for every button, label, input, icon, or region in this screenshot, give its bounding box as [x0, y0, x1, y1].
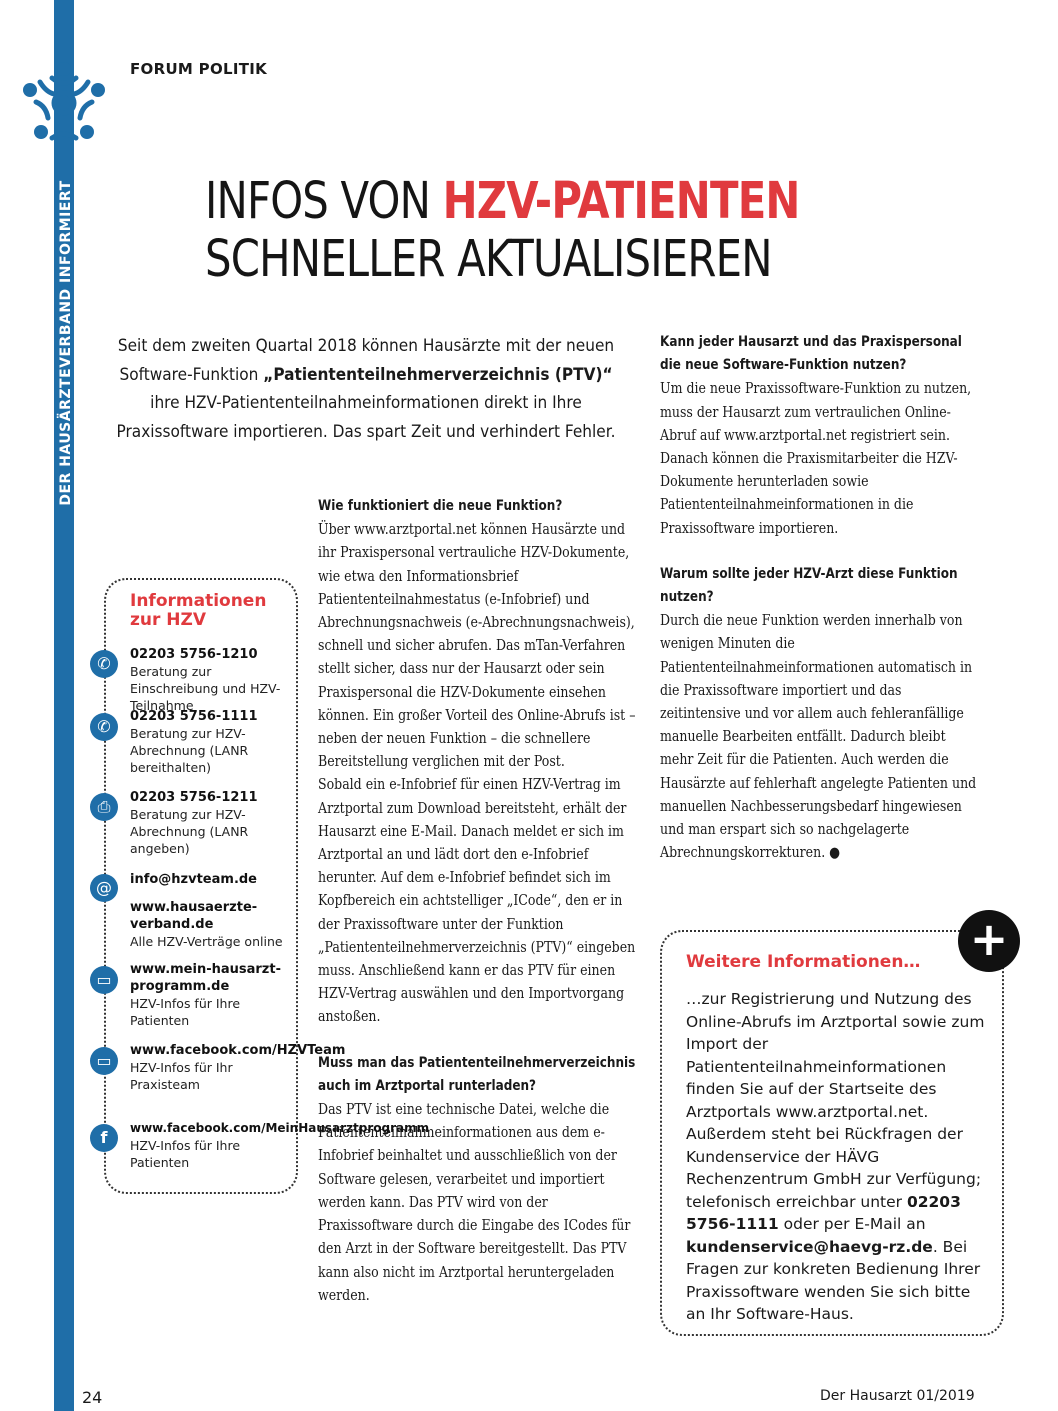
article-column-right — [660, 331, 980, 864]
info-item-text: Beratung zur HZV-Abrechnung (LANR angeben) — [130, 807, 249, 856]
info-item-fax[interactable]: 02203 5756-1211 — [130, 790, 258, 805]
at-icon: @ — [90, 874, 118, 902]
info-item-link[interactable]: www.mein-hausarzt-programm.de — [130, 962, 281, 994]
lead-paragraph — [115, 332, 617, 446]
headline-plain: INFOS VON — [205, 172, 443, 231]
more-text-1: …zur Registrierung und Nutzung des Online-Abrufs im Arztportal sowie zum Import der Patiententeilnahmeinformationen finden Sie auf der Startseite des Arztportals www.arztportal.net. Außerdem steht bei Rückfragen der Kundenservice der HÄVG Rechenzentrum GmbH zur Verfügung; telefonisch erreichbar unter — [686, 990, 985, 1211]
info-item — [130, 899, 300, 950]
more-info-text — [686, 988, 986, 1326]
info-item — [130, 1042, 346, 1093]
monitor-icon: ▭ — [90, 966, 118, 994]
info-item — [130, 646, 300, 714]
question-heading: Wie funktioniert die neue Funktion? — [318, 498, 563, 514]
info-item — [130, 871, 300, 888]
more-text-3: . Bei Fragen zur konkreten Bedienung Ihrer Praxissoftware wenden Sie sich bitte an Ihr Software-Haus. — [686, 1237, 981, 1323]
info-box-title — [130, 592, 266, 630]
info-item-phone[interactable]: 02203 5756-1210 — [130, 647, 258, 662]
hausaerzteverband-logo — [16, 60, 112, 146]
facebook-icon: f — [90, 1124, 118, 1152]
info-item-text: Beratung zur Einschreibung und HZV-Teilnahme — [130, 664, 281, 713]
lead-bold: „Patiententeilnehmerverzeichnis (PTV)“ — [263, 364, 613, 384]
question-heading: Muss man das Patiententeilnehmerverzeichnis auch im Arztportal runterladen? — [318, 1054, 636, 1094]
body-paragraph: Sobald ein e-Infobrief für einen HZV-Vertrag im Arztportal zum Download bereitsteht, erhält der Hausarzt eine E-Mail. Danach meldet er sich im Arztportal an und lädt dort den e-Infobrief herunter. Auf dem e-Infobrief befindet sich im Kopfbereich ein achtstelliger „ICode“, den er in der Praxissoftware unter der Funktion „Patiententeilnehmerverzeichnis (PTV)“ eingeben muss. Anschließend kann er das PTV für einen HZV-Vertrag auswählen und den Importvorgang anstoßen. — [318, 776, 636, 1026]
info-item — [130, 1120, 430, 1171]
info-item-link[interactable]: www.hausaerzte-verband.de — [130, 900, 258, 932]
fax-icon: ⎙ — [90, 793, 118, 821]
more-phone[interactable]: 02203 5756-1111 — [686, 1192, 961, 1233]
info-item-phone[interactable]: 02203 5756-1111 — [130, 709, 258, 724]
body-paragraph: Das PTV ist eine technische Datei, welche die Patiententeilnahmeinformationen aus dem e-Infobrief beinhaltet und ausschließlich von der Software gelesen, verarbeitet und importiert werden kann. Das PTV wird von der Praxissoftware durch die Eingabe des ICodes für den Arzt in der Software bereitgestellt. Das PTV kann also nicht im Arztportal heruntergeladen werden. — [318, 1101, 631, 1304]
info-box-title-line1: Informationen — [130, 591, 267, 611]
info-item — [130, 961, 300, 1029]
info-item-link[interactable]: www.facebook.com/HZVTeam — [130, 1043, 346, 1058]
publication-footer: Der Hausarzt 01/2019 — [820, 1388, 975, 1404]
spacer — [318, 1029, 638, 1052]
article-column-middle — [318, 495, 638, 1307]
body-paragraph: Über www.arztportal.net können Hausärzte und ihr Praxispersonal vertrauliche HZV-Dokumente, wie etwa den Informationsbrief Patiententeilnahmestatus (e-Infobrief) und Abrechnungsnachweis (e-Abrechnungsnachweis), schnell und sicher abrufen. Das mTan-Verfahren stellt sicher, dass nur der Hausarzt oder sein Praxispersonal die HZV-Dokumente einsehen können. Ein großer Vorteil des Online-Abrufs ist – neben der neuen Funktion – die schnellere Bereitstellung verglichen mit der Post. — [318, 521, 636, 771]
body-paragraph: Um die neue Praxissoftware-Funktion zu nutzen, muss der Hausarzt zum vertraulichen Online-Abruf auf www.arztportal.net registriert sein. Danach können die Praxismitarbeiter die HZV-Dokumente herunterladen sowie Patiententeilnahmeinformationen in die Praxissoftware importieren. — [660, 380, 972, 537]
page-number: 24 — [82, 1388, 103, 1407]
plus-icon: + — [958, 910, 1020, 972]
headline-line-2: SCHNELLER AKTUALISIEREN — [205, 230, 772, 289]
info-item-text: HZV-Infos für Ihr Praxisteam — [130, 1060, 233, 1092]
more-info-title: Weitere Informationen… — [686, 952, 921, 972]
phone-icon: ✆ — [90, 650, 118, 678]
body-paragraph: Durch die neue Funktion werden innerhalb von wenigen Minuten die Patiententeilnahmeinformationen automatisch in die Praxissoftware importiert und das zeitintensive und vor allem auch fehleranfällige manuelle Bearbeiten entfällt. Dadurch bleibt mehr Zeit für die Patienten. Auch werden die Hausärzte auf fehlerhaft angelegte Patienten und manuellen Nachbesserungsbedarf hingewiesen und man erspart sich so nachgelagerte Abrechnungskorrekturen. ● — [660, 612, 977, 862]
headline-line-1 — [205, 174, 800, 230]
info-item — [130, 789, 300, 857]
headline-accent: HZV-PATIENTEN — [442, 172, 800, 231]
info-item-text: Alle HZV-Verträge online — [130, 934, 283, 949]
lead-text-2: ihre HZV-Patiententeilnahmeinformationen direkt in Ihre Praxissoftware importieren. Das spart Zeit und verhindert Fehler. — [116, 393, 616, 441]
info-item-link[interactable]: www.facebook.com/MeinHausarztprogramm — [130, 1121, 430, 1135]
lead-text-1: Seit dem zweiten Quartal 2018 können Hausärzte mit der neuen Software-Funktion — [117, 336, 615, 384]
monitor-icon: ▭ — [90, 1047, 118, 1075]
question-heading: Kann jeder Hausarzt und das Praxispersonal die neue Software-Funktion nutzen? — [660, 334, 962, 374]
more-text-2: oder per E-Mail an — [778, 1215, 926, 1233]
info-item-text: HZV-Infos für Ihre Patienten — [130, 996, 241, 1028]
section-label: FORUM POLITIK — [130, 60, 268, 78]
sidebar-vertical-text: DER HAUSÄRZTEVERBAND INFORMIERT — [58, 180, 74, 506]
spacer — [660, 540, 980, 563]
info-item — [130, 708, 300, 776]
info-box-title-line2: zur HZV — [130, 610, 207, 630]
question-heading: Warum sollte jeder HZV-Arzt diese Funktion nutzen? — [660, 565, 958, 606]
more-email[interactable]: kundenservice@haevg-rz.de — [686, 1237, 933, 1256]
info-item-text: Beratung zur HZV-Abrechnung (LANR bereithalten) — [130, 726, 249, 775]
info-item-text: HZV-Infos für Ihre Patienten — [130, 1138, 241, 1170]
phone-icon: ✆ — [90, 713, 118, 741]
info-item-email[interactable]: info@hzvteam.de — [130, 872, 258, 887]
